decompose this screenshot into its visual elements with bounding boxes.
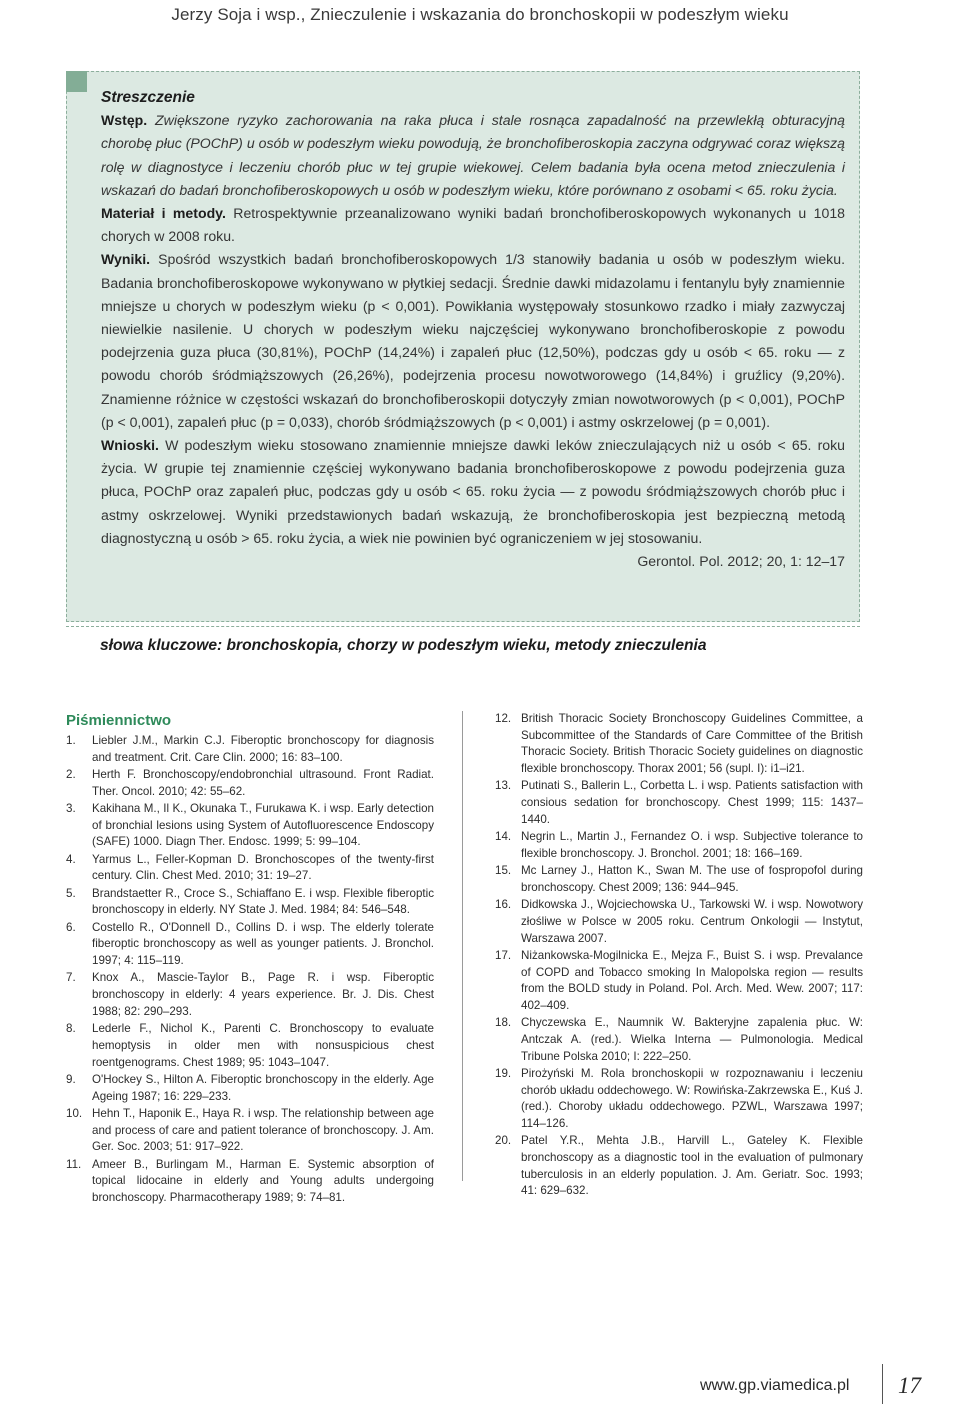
reference-number: 2. — [66, 768, 76, 781]
abstract-results — [101, 248, 845, 434]
footer-divider — [882, 1364, 883, 1404]
reference-item — [66, 767, 434, 800]
reference-item — [495, 1066, 863, 1133]
reference-number: 12. — [495, 712, 512, 725]
accent-square — [66, 71, 87, 92]
reference-item — [66, 970, 434, 1020]
reference-item — [66, 733, 434, 766]
reference-number: 13. — [495, 779, 512, 793]
reference-text: Brandstaetter R., Croce S., Schiaffano E. i wsp. Flexible fiberoptic bronchoscopy in elderly. NY State J. Med. 1984; 84: 546–548. — [92, 886, 434, 917]
reference-item — [495, 1015, 863, 1065]
references-right-column — [495, 711, 863, 1201]
reference-item — [66, 886, 434, 919]
reference-item — [495, 1133, 863, 1200]
keywords: słowa kluczowe: bronchoskopia, chorzy w podeszłym wieku, metody znieczulenia — [100, 637, 707, 654]
reference-item — [66, 920, 434, 970]
reference-text: Niżankowska-Mogilnicka E., Mejza F., Buist S. i wsp. Prevalance of COPD and Tobacco smoking In Malopolska region — results from the BOLD study in Poland. Pol. Arch. Med. Wew. 2007; 117: 402–409. — [521, 948, 863, 1012]
reference-number: 6. — [66, 920, 76, 934]
abstract-box — [66, 71, 860, 622]
reference-text: British Thoracic Society Bronchoscopy Guidelines Committee, a Subcommittee of the Standards of Care Committee of the British Thoracic Society. British Thoracic Society guidelines on diagnostic flexible bronchoscopy. Thorax 2001; 56 (supl. I): i1–i21. — [521, 712, 863, 776]
reference-number: 18. — [495, 1016, 512, 1030]
intro-text: Zwiększone ryzyko zachorowania na raka płuca i stale rosnąca zapadalność na przewlekłą obturacyjną chorobę płuc (POChP) u osób w podeszłym wieku powodują, że bronchofiberoskopia zaczyna odgrywać coraz większą rolę w diagnostyce i leczeniu chorób płuc w tej grupie wiekowej. Celem badania była ocena metod znieczulenia i wskazań do badań bronchofiberoskopowych u osób w podeszłym wieku, które porównano z osobami < 65. roku życia. — [101, 112, 846, 198]
references-list-left — [66, 733, 434, 1207]
reference-item — [66, 1021, 434, 1071]
abstract-conclusions — [101, 434, 845, 550]
reference-item — [495, 778, 863, 828]
column-divider — [462, 711, 463, 1181]
reference-text: O'Hockey S., Hilton A. Fiberoptic bronchoscopy in the elderly. Age Ageing 1987; 16: 229–233. — [92, 1072, 434, 1103]
reference-text: Yarmus L., Feller-Kopman D. Bronchoscopes of the twenty-first century. Clin. Chest Med. 2010; 31: 19–27. — [92, 852, 434, 883]
reference-number: 3. — [66, 802, 76, 815]
keywords-divider — [66, 626, 860, 627]
reference-number: 20. — [495, 1134, 512, 1148]
reference-item — [66, 801, 434, 851]
reference-item — [495, 948, 863, 1015]
reference-number: 4. — [66, 852, 76, 866]
abstract-body — [101, 86, 845, 573]
results-label: Wyniki. — [101, 251, 151, 268]
reference-text: Liebler J.M., Markin C.J. Fiberoptic bronchoscopy for diagnosis and treatment. Crit. Care Clin. 2000; 16: 83–100. — [92, 734, 434, 764]
results-text: Spośród wszystkich badań bronchofiberoskopowych 1/3 stanowiły badania u osób w podeszłym wieku. Badania bronchofiberoskopowe wykonywano w płytkiej sedacji. Średnie dawki midazolamu i fentanylu były znamiennie mniejsze u chorych w podeszłym wieku (p < 0,001). Powikłania występowały stosunkowo rzadko i miały zazwyczaj niewielkie nasilenie. U chorych w podeszłym wieku najczęściej wykonywano bronchofiberoskopie z powodu podejrzenia guza płuca (30,81%), POChP (14,24%) i zapaleń płuc (12,50%), podczas gdy u osób < 65. roku — z powodu chorób śródmiąższowych (26,26%), podejrzenia procesu nowotworowego (14,84%) i gruźlicy (9,20%). Znamienne różnice w częstości wskazań do bronchofiberoskopii dotyczyły zmian nowotworowych (p < 0,001), POChP (p < 0,001), zapaleń płuc (p = 0,033), chorób śródmiąższowych (p < 0,001) i astmy oskrzelowej (p = 0,001). — [101, 251, 845, 430]
reference-item — [495, 711, 863, 778]
reference-item — [66, 1157, 434, 1207]
reference-item — [495, 897, 863, 947]
reference-number: 11. — [66, 1157, 82, 1171]
reference-number: 10. — [66, 1106, 83, 1120]
reference-text: Ameer B., Burlingam M., Harman E. Systemic absorption of topical lidocaine in elderly and Young adults undergoing bronchoscopy. Pharmacotherapy 1989; 9: 74–81. — [92, 1157, 434, 1204]
reference-number: 1. — [66, 734, 76, 747]
reference-number: 19. — [495, 1066, 512, 1080]
abstract-heading: Streszczenie — [101, 89, 195, 106]
references-heading: Piśmiennictwo — [66, 712, 172, 729]
page-number: 17 — [898, 1373, 921, 1398]
reference-number: 7. — [66, 971, 76, 985]
reference-text: Kakihana M., Il K., Okunaka T., Furukawa K. i wsp. Early detection of bronchial lesions using System of Autofluorescence Endoscopy (SAFE) 1000. Diagn Ther. Endosc. 1999; 5: 99–104. — [92, 802, 434, 849]
reference-text: Herth F. Bronchoscopy/endobronchial ultrasound. Front Radiat. Ther. Oncol. 2010; 42: 55–62. — [92, 768, 434, 798]
reference-text: Costello R., O'Donnell D., Collins D. i wsp. The elderly tolerate fiberoptic bronchoscopy as well as younger patients. J. Bronchol. 1997; 4: 115–119. — [92, 920, 434, 968]
reference-number: 17. — [495, 948, 512, 962]
reference-item — [66, 852, 434, 885]
abstract-intro — [101, 109, 845, 202]
reference-text: Negrin L., Martin J., Fernandez O. i wsp. Subjective tolerance to flexible bronchoscopy. J. Bronchol. 2001; 18: 166–169. — [521, 830, 863, 860]
reference-text: Putinati S., Ballerin L., Corbetta L. i wsp. Patients satisfaction with consious sedation for bronchoscopy. Chest 1999; 115: 1437–1440. — [521, 779, 863, 826]
reference-number: 15. — [495, 864, 512, 878]
reference-number: 14. — [495, 830, 512, 844]
references-left-column — [66, 711, 434, 1207]
abstract-methods — [101, 202, 845, 248]
reference-text: Chyczewska E., Naumnik W. Bakteryjne zapalenia płuc. W: Antczak A. (red.). Wielka Interna — Pulmonologia. Medical Tribune Polska 2010; I: 222–250. — [521, 1016, 863, 1063]
journal-citation: Gerontol. Pol. 2012; 20, 1: 12–17 — [637, 553, 845, 570]
reference-item — [66, 1072, 434, 1105]
reference-text: Mc Larney J., Hatton K., Swan M. The use of fospropofol during bronchoscopy. Chest 2009; 136: 944–945. — [521, 864, 863, 894]
reference-text: Hehn T., Haponik E., Haya R. i wsp. The relationship between age and process of care and patient tolerance of bronchoscopy. J. Am. Ger. Soc. 2003; 51: 917–922. — [92, 1106, 434, 1154]
reference-text: Knox A., Mascie-Taylor B., Page R. i wsp. Fiberoptic bronchoscopy in elderly: 4 years experience. Br. J. Dis. Chest 1988; 82: 290–293. — [92, 971, 434, 1018]
reference-text: Lederle F., Nichol K., Parenti C. Bronchoscopy to evaluate hemoptysis in older men with nonsuspicious chest roentgenograms. Chest 1989; 95: 1043–1047. — [92, 1022, 434, 1069]
reference-number: 9. — [66, 1072, 76, 1086]
intro-label: Wstęp. — [101, 112, 148, 129]
reference-number: 8. — [66, 1022, 76, 1036]
reference-item — [495, 829, 863, 862]
footer-url[interactable]: www.gp.viamedica.pl — [700, 1377, 850, 1394]
reference-number: 5. — [66, 886, 76, 900]
reference-text: Didkowska J., Wojciechowska U., Tarkowski W. i wsp. Nowotwory złośliwe w Polsce w 2005 roku. Centrum Onkologii — Instytut, Warszawa 2007. — [521, 898, 863, 945]
conclusions-text: W podeszłym wieku stosowano znamiennie mniejsze dawki leków znieczulających niż u osób < 65. roku życia. W grupie tej znamiennie częściej wykonywano badania bronchofiberoskopowe z powodu podejrzenia guza płuca, POChP oraz zapaleń płuc, podczas gdy u osób < 65. roku życia — z powodu śródmiąższowych chorób płuc i astmy oskrzelowej. Wyniki przedstawionych badań wskazują, że bronchofiberoskopia jest bezpieczną metodą diagnostyczną u osób > 65. roku życia, a wiek nie powinien być ograniczeniem w jej stosowaniu. — [101, 437, 845, 546]
running-head: Jerzy Soja i wsp., Znieczulenie i wskazania do bronchoskopii w podeszłym wieku — [171, 5, 789, 24]
references-list-right — [495, 711, 863, 1200]
methods-text: Retrospektywnie przeanalizowano wyniki badań bronchofiberoskopowych wykonanych u 1018 chorych w 2008 roku. — [101, 205, 845, 245]
reference-text: Patel Y.R., Mehta J.B., Harvill L., Gateley K. Flexible bronchoscopy as a diagnostic tool in the evaluation of pulmonary tuberculosis in an elderly population. J. Am. Geriatr. Soc. 1993; 41: 629–632. — [521, 1134, 863, 1198]
reference-item — [495, 863, 863, 896]
reference-text: Pirożyński M. Rola bronchoskopii w rozpoznawaniu i leczeniu chorób układu oddechowego. W: Rowińska-Zakrzewska E., Kuś J. (red.). Choroby układu oddechowego. PZWL, Warszawa 1997; 114–126. — [521, 1066, 863, 1131]
methods-label: Materiał i metody. — [101, 205, 226, 222]
conclusions-label: Wnioski. — [101, 437, 159, 454]
reference-number: 16. — [495, 898, 512, 912]
reference-item — [66, 1106, 434, 1156]
